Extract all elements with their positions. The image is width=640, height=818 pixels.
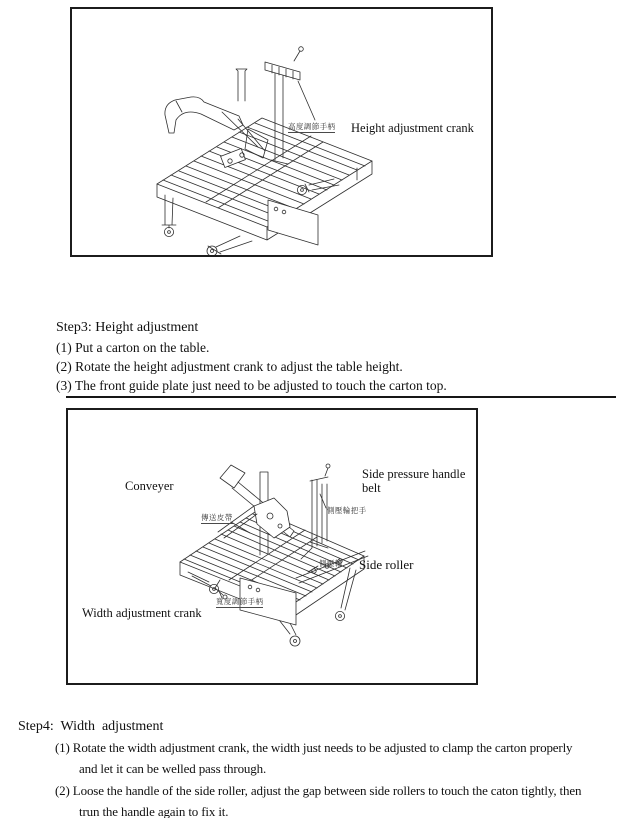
- label-side-pressure-handle-line2: belt: [362, 481, 381, 495]
- step3-title: Step3: Height adjustment: [56, 320, 199, 335]
- label-side-roller-handle-cn: 側壓輪把手: [327, 506, 367, 515]
- label-width-crank-cn: 寬度調節手柄: [216, 598, 263, 608]
- label-side-pressure-handle-line1: Side pressure handle: [362, 467, 466, 481]
- label-width-crank-en: Width adjustment crank: [82, 606, 202, 620]
- step4-item-2-line-2: trun the handle again to fix it.: [79, 804, 229, 818]
- label-height-crank-en: Height adjustment crank: [351, 121, 474, 135]
- step4-item-1-line-2: and let it can be welled pass through.: [79, 761, 267, 776]
- step4-item-2-line-1: (2) Loose the handle of the side roller, adjust the gap between side rollers to touch the caton tightly, then: [55, 783, 582, 798]
- step3-item-1: (1) Put a carton on the table.: [56, 340, 210, 355]
- label-height-crank-cn: 高度調節手柄: [288, 123, 335, 133]
- label-conveyer: Conveyer: [125, 479, 174, 493]
- figure-box-height-adjustment: [70, 7, 493, 257]
- step4-item-1-line-1: (1) Rotate the width adjustment crank, the width just needs to be adjusted to clamp the carton properly: [55, 740, 573, 755]
- machine-illustration-width-adjustment: [68, 410, 476, 683]
- label-side-roller-cn: 側壓輪: [319, 559, 343, 568]
- step3-item-3: (3) The front guide plate just need to be adjusted to touch the carton top.: [56, 378, 447, 393]
- label-side-roller-en: Side roller: [359, 557, 414, 572]
- label-conveyor-belt-cn: 傳送皮帶: [201, 514, 233, 524]
- section-divider: [66, 396, 616, 398]
- figure-box-width-adjustment: [66, 408, 478, 685]
- step3-item-2: (2) Rotate the height adjustment crank to adjust the table height.: [56, 359, 403, 374]
- step4-title: Step4: Width adjustment: [18, 719, 164, 734]
